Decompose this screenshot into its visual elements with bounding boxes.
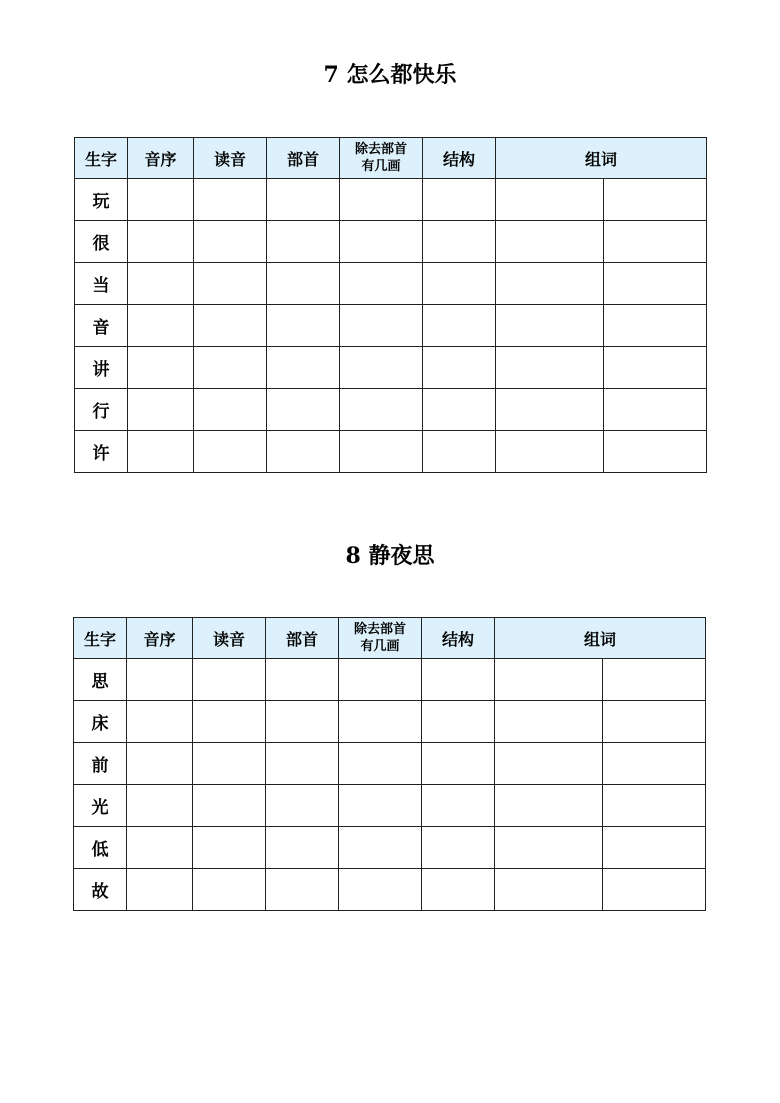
lesson-8-title: 8 静夜思	[345, 543, 435, 569]
header-words: 组词	[495, 618, 706, 659]
order-cell[interactable]	[128, 221, 194, 263]
table-row	[74, 701, 706, 743]
reading-cell[interactable]	[194, 221, 267, 263]
radical-cell[interactable]	[266, 701, 339, 743]
word-cell[interactable]	[604, 179, 707, 221]
char-cell: 思	[74, 659, 127, 701]
reading-cell[interactable]	[193, 701, 266, 743]
structure-cell[interactable]	[423, 221, 496, 263]
strokes-cell[interactable]	[340, 263, 423, 305]
table-header-row	[74, 618, 706, 659]
strokes-cell[interactable]	[339, 827, 422, 869]
word-cell[interactable]	[496, 431, 604, 473]
strokes-cell[interactable]	[339, 785, 422, 827]
word-cell[interactable]	[495, 659, 603, 701]
strokes-cell[interactable]	[339, 659, 422, 701]
radical-cell[interactable]	[267, 305, 340, 347]
header-reading: 读音	[194, 138, 267, 179]
strokes-cell[interactable]	[339, 701, 422, 743]
char-cell: 当	[75, 263, 128, 305]
char-cell: 床	[74, 701, 127, 743]
structure-cell[interactable]	[423, 305, 496, 347]
reading-cell[interactable]	[194, 347, 267, 389]
structure-cell[interactable]	[422, 785, 495, 827]
radical-cell[interactable]	[266, 827, 339, 869]
reading-cell[interactable]	[193, 659, 266, 701]
header-order: 音序	[127, 618, 193, 659]
word-cell[interactable]	[496, 263, 604, 305]
header-reading: 读音	[193, 618, 266, 659]
lesson-7-title: 7 怎么都快乐	[323, 62, 457, 88]
structure-cell[interactable]	[423, 389, 496, 431]
order-cell[interactable]	[127, 659, 193, 701]
order-cell[interactable]	[128, 389, 194, 431]
order-cell[interactable]	[127, 785, 193, 827]
order-cell[interactable]	[128, 431, 194, 473]
strokes-cell[interactable]	[340, 431, 423, 473]
reading-cell[interactable]	[194, 431, 267, 473]
structure-cell[interactable]	[422, 827, 495, 869]
char-cell: 许	[75, 431, 128, 473]
strokes-cell[interactable]	[340, 347, 423, 389]
radical-cell[interactable]	[266, 785, 339, 827]
reading-cell[interactable]	[194, 305, 267, 347]
structure-cell[interactable]	[422, 659, 495, 701]
order-cell[interactable]	[128, 263, 194, 305]
reading-cell[interactable]	[193, 785, 266, 827]
header-strokes-line1: 除去部首	[353, 622, 406, 637]
structure-cell[interactable]	[422, 701, 495, 743]
table-row	[75, 305, 707, 347]
char-cell: 音	[75, 305, 128, 347]
word-cell[interactable]	[495, 743, 603, 785]
char-cell: 讲	[75, 347, 128, 389]
structure-cell[interactable]	[423, 263, 496, 305]
word-cell[interactable]	[603, 743, 706, 785]
strokes-cell[interactable]	[340, 305, 423, 347]
header-char: 生字	[74, 618, 127, 659]
word-cell[interactable]	[603, 785, 706, 827]
radical-cell[interactable]	[267, 221, 340, 263]
order-cell[interactable]	[128, 179, 194, 221]
order-cell[interactable]	[127, 869, 193, 911]
word-cell[interactable]	[496, 179, 604, 221]
table-row	[75, 221, 707, 263]
word-cell[interactable]	[604, 431, 707, 473]
char-cell: 故	[74, 869, 127, 911]
word-cell[interactable]	[495, 785, 603, 827]
reading-cell[interactable]	[193, 827, 266, 869]
char-cell: 光	[74, 785, 127, 827]
table-row	[74, 785, 706, 827]
reading-cell[interactable]	[194, 179, 267, 221]
word-cell[interactable]	[496, 305, 604, 347]
lesson-7-table	[74, 137, 707, 473]
structure-cell[interactable]	[423, 179, 496, 221]
radical-cell[interactable]	[267, 263, 340, 305]
header-char: 生字	[75, 138, 128, 179]
order-cell[interactable]	[128, 347, 194, 389]
word-cell[interactable]	[495, 827, 603, 869]
word-cell[interactable]	[496, 347, 604, 389]
radical-cell[interactable]	[266, 869, 339, 911]
strokes-cell[interactable]	[340, 221, 423, 263]
order-cell[interactable]	[128, 305, 194, 347]
word-cell[interactable]	[603, 701, 706, 743]
structure-cell[interactable]	[423, 347, 496, 389]
char-cell: 很	[75, 221, 128, 263]
word-cell[interactable]	[604, 347, 707, 389]
table-row	[75, 389, 707, 431]
table-row	[74, 659, 706, 701]
header-order: 音序	[128, 138, 194, 179]
strokes-cell[interactable]	[339, 743, 422, 785]
radical-cell[interactable]	[267, 389, 340, 431]
word-cell[interactable]	[603, 659, 706, 701]
reading-cell[interactable]	[194, 263, 267, 305]
header-strokes-line1: 除去部首	[354, 142, 407, 157]
header-radical: 部首	[266, 618, 339, 659]
table-row	[74, 743, 706, 785]
header-words: 组词	[496, 138, 707, 179]
radical-cell[interactable]	[267, 431, 340, 473]
header-structure: 结构	[423, 138, 496, 179]
radical-cell[interactable]	[266, 659, 339, 701]
reading-cell[interactable]	[193, 869, 266, 911]
word-cell[interactable]	[603, 869, 706, 911]
header-strokes	[339, 618, 422, 659]
header-radical: 部首	[267, 138, 340, 179]
lesson-8-table	[73, 617, 706, 911]
table-row	[75, 179, 707, 221]
table-row	[75, 263, 707, 305]
reading-cell[interactable]	[194, 389, 267, 431]
table-row	[75, 431, 707, 473]
radical-cell[interactable]	[266, 743, 339, 785]
word-cell[interactable]	[604, 305, 707, 347]
table-row	[74, 869, 706, 911]
radical-cell[interactable]	[267, 347, 340, 389]
strokes-cell[interactable]	[339, 869, 422, 911]
radical-cell[interactable]	[267, 179, 340, 221]
order-cell[interactable]	[127, 743, 193, 785]
structure-cell[interactable]	[422, 869, 495, 911]
strokes-cell[interactable]	[340, 179, 423, 221]
structure-cell[interactable]	[423, 431, 496, 473]
header-strokes-line2: 有几画	[360, 639, 400, 654]
table-row	[74, 827, 706, 869]
order-cell[interactable]	[127, 701, 193, 743]
strokes-cell[interactable]	[340, 389, 423, 431]
char-cell: 低	[74, 827, 127, 869]
char-cell: 行	[75, 389, 128, 431]
reading-cell[interactable]	[193, 743, 266, 785]
header-strokes	[340, 138, 423, 179]
header-structure: 结构	[422, 618, 495, 659]
word-cell[interactable]	[604, 221, 707, 263]
table-row	[75, 347, 707, 389]
word-cell[interactable]	[603, 827, 706, 869]
word-cell[interactable]	[604, 263, 707, 305]
order-cell[interactable]	[127, 827, 193, 869]
word-cell[interactable]	[604, 389, 707, 431]
word-cell[interactable]	[495, 869, 603, 911]
char-cell: 前	[74, 743, 127, 785]
header-strokes-line2: 有几画	[361, 159, 401, 174]
table-header-row	[75, 138, 707, 179]
structure-cell[interactable]	[422, 743, 495, 785]
word-cell[interactable]	[495, 701, 603, 743]
char-cell: 玩	[75, 179, 128, 221]
word-cell[interactable]	[496, 221, 604, 263]
word-cell[interactable]	[496, 389, 604, 431]
